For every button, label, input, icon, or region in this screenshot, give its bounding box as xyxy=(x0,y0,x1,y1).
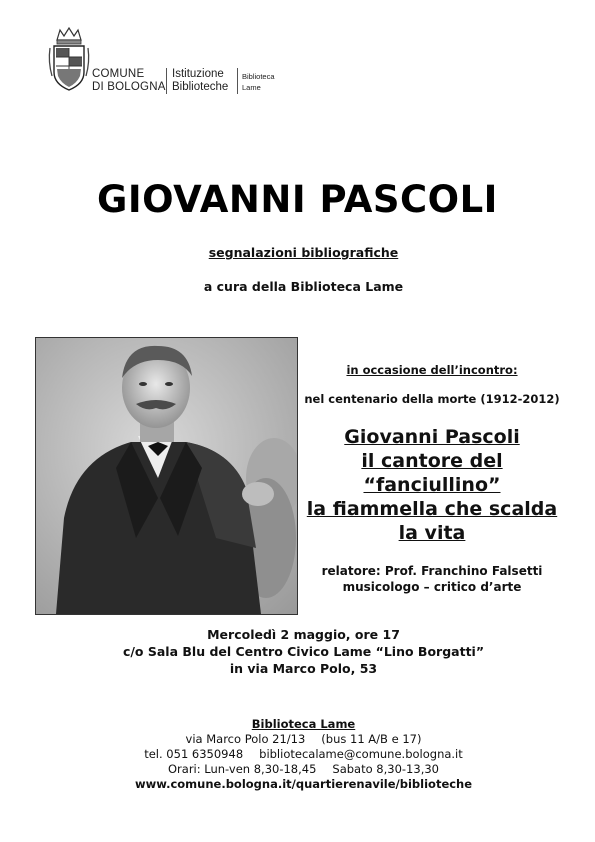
curated-by: a cura della Biblioteca Lame xyxy=(203,279,404,294)
event-date: Mercoledì 2 maggio, ore 17 xyxy=(207,627,400,642)
speaker-role: musicologo – critico d’arte xyxy=(342,580,522,594)
event-speaker xyxy=(297,563,567,595)
library-phone: tel. 051 6350948 xyxy=(144,747,244,761)
logo-line-2: DI BOLOGNA xyxy=(92,81,166,93)
library-hours-saturday: Sabato 8,30-13,30 xyxy=(332,762,439,776)
speaker-name: relatore: Prof. Franchino Falsetti xyxy=(321,564,543,578)
comune-di-bologna-logo-text xyxy=(92,68,166,94)
library-website[interactable]: www.comune.bologna.it/quartierenavile/biblioteche xyxy=(134,777,473,791)
event-title-line: Giovanni Pascoli xyxy=(344,426,520,448)
event-centenary: nel centenario della morte (1912-2012) xyxy=(304,392,560,406)
library-name: Biblioteca Lame xyxy=(251,717,356,731)
event-occasion: in occasione dell’incontro: xyxy=(346,363,518,377)
logo-divider xyxy=(166,68,167,94)
bologna-coat-of-arms-icon xyxy=(47,26,91,94)
event-date-venue xyxy=(0,626,595,677)
library-email: bibliotecalame@comune.bologna.it xyxy=(259,747,463,761)
library-contact xyxy=(0,717,595,792)
library-bus: (bus 11 A/B e 17) xyxy=(321,732,422,746)
event-title-line: la fiammella che scalda xyxy=(306,498,558,520)
library-phone-email-line xyxy=(0,747,595,762)
event-title-line: la vita xyxy=(398,522,466,544)
istituzione-biblioteche-text xyxy=(172,68,228,94)
event-venue: c/o Sala Blu del Centro Civico Lame “Lino Borgatti” xyxy=(122,644,485,659)
logo-divider xyxy=(237,68,238,94)
page-title: GIOVANNI PASCOLI xyxy=(97,178,498,221)
library-street-line xyxy=(0,732,595,747)
istituzione-line-1: Istituzione xyxy=(172,68,224,80)
library-line-2: Lame xyxy=(242,83,261,92)
library-hours-line xyxy=(0,762,595,777)
istituzione-line-2: Biblioteche xyxy=(172,81,229,93)
event-title-line: il cantore del xyxy=(361,450,503,472)
library-street: via Marco Polo 21/13 xyxy=(185,732,306,746)
library-hours-weekday: Orari: Lun-ven 8,30-18,45 xyxy=(168,762,317,776)
biblioteca-lame-logo-text xyxy=(242,71,275,93)
event-title-line: “fanciullino” xyxy=(363,474,501,496)
logo-line-1: COMUNE xyxy=(92,68,145,80)
library-line-1: Biblioteca xyxy=(242,72,275,81)
event-title xyxy=(297,425,567,545)
page-subtitle: segnalazioni bibliografiche xyxy=(208,245,399,260)
portrait-photo xyxy=(35,337,298,615)
event-address: in via Marco Polo, 53 xyxy=(229,661,378,676)
